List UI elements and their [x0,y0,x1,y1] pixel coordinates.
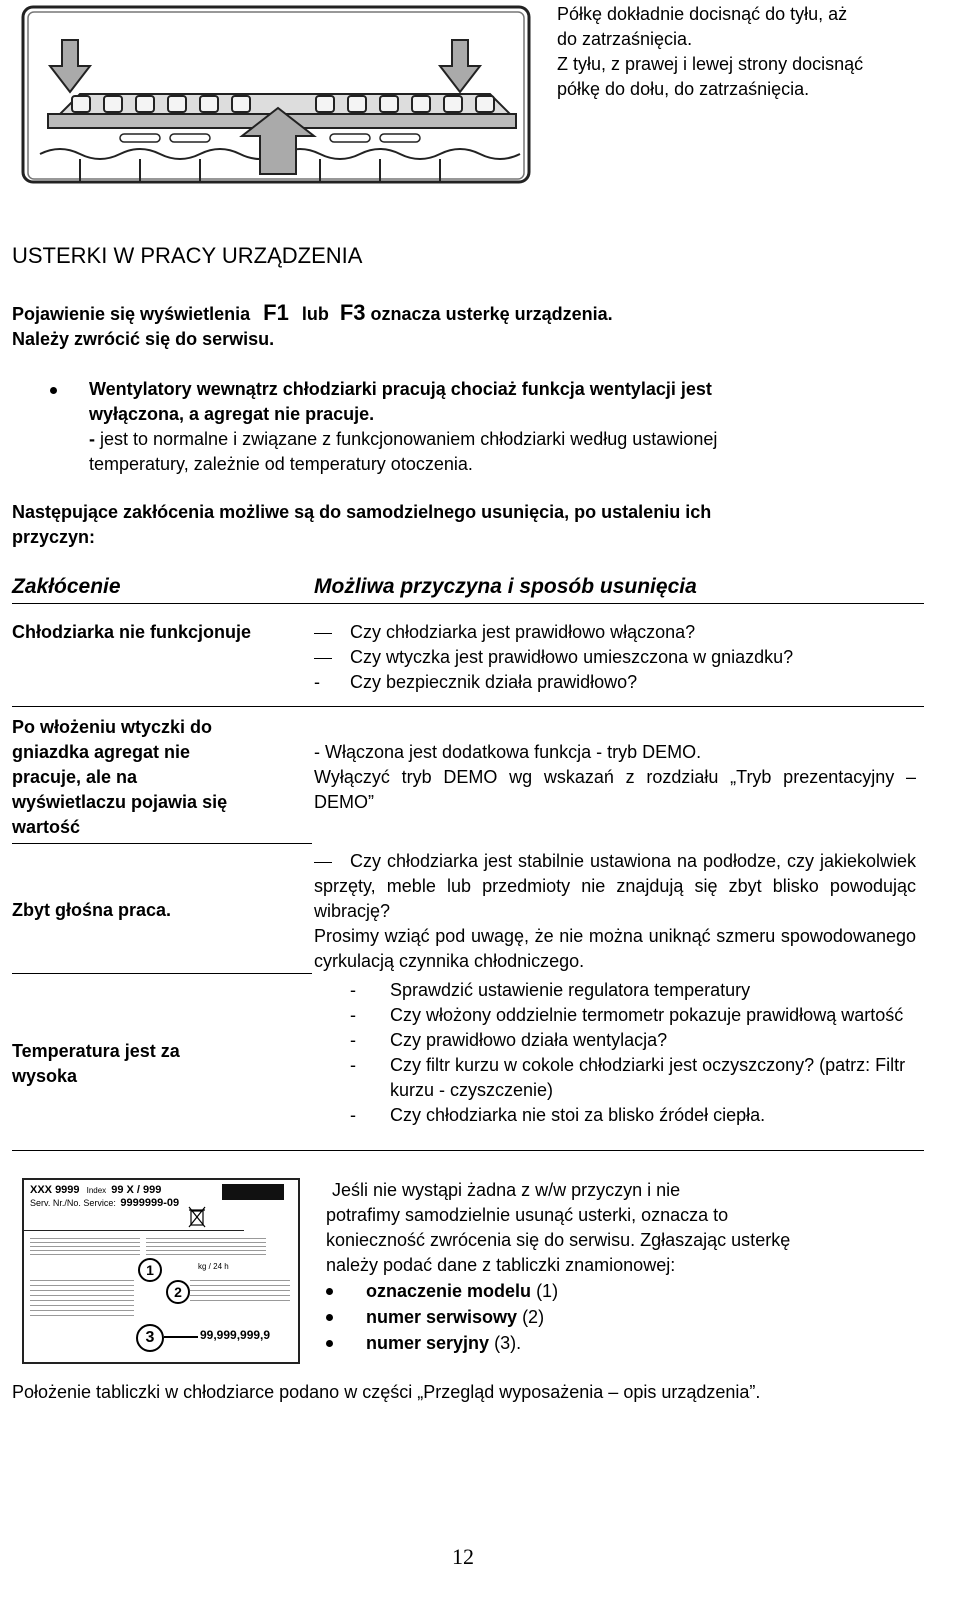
problem-line: gniazdka agregat nie [12,742,191,762]
shelf-illustration [20,4,532,184]
col-header-problem: Zakłócenie [12,575,121,598]
error-code-f1: F1 [263,300,289,325]
table-rule [12,1150,924,1151]
footer-note: Położenie tabliczki w chłodziarce podano w części „Przegląd wyposażenia – opis urządzenia”. [12,1382,761,1402]
plate-data-item: numer serwisowy (2) [326,1304,926,1330]
cause-item: - Czy prawidłowo działa wentylacja? [350,1030,668,1050]
plate-serial: 99,999,999,9 [200,1328,271,1342]
weee-bin-icon [188,1206,206,1228]
section-title: USTERKI W PRACY URZĄDZENIA [12,243,363,268]
cause-item: Czy chłodziarka jest prawidłowo włączona? [314,620,924,645]
cause-item: - Czy filtr kurzu w cokole chłodziarki jest oczyszczony? (patrz: Filtr kurzu - czyszczenie) [350,1055,906,1100]
plate-fine-print [190,1280,290,1304]
fans-title-line: wyłączona, a agregat nie pracuje. [89,404,375,424]
intro-line: przyczyn: [12,527,96,547]
shelf-instruction-line: Z tyłu, z prawej i lewej strony docisnąć [557,54,864,74]
plate-fine-print [30,1238,140,1258]
plate-marker-3: 3 [136,1324,164,1352]
fans-desc-line: - jest to normalne i związane z funkcjonowaniem chłodziarki według ustawionej [89,429,718,449]
intro-line: Następujące zakłócenia możliwe są do samodzielnego usunięcia, po ustaleniu ich [12,502,712,522]
cause-text: Czy chłodziarka jest stabilnie ustawiona na podłodze, czy jakiekolwiek sprzęty, meble lub przedmioty nie znajdują się zbyt blisko powodując wibrację? [314,851,916,921]
problem-cell: Chłodziarka nie funkcjonuje [12,622,252,642]
problem-cell: Zbyt głośna praca. [12,900,172,920]
error-text: oznacza usterkę urządzenia. [370,304,613,324]
dash: - [89,429,95,449]
side-line: potrafimy samodzielnie usunąć usterki, oznacza to [326,1205,729,1225]
cause-item: - Czy bezpiecznik działa prawidłowo? [314,672,638,692]
cause-text: Prosimy wziąć pod uwagę, że nie można uniknąć szmeru spowodowanego cyrkulacją czynnika chłodniczego. [314,926,916,971]
error-code-line [12,300,932,327]
cause-text: - Włączona jest dodatkowa funkcja - tryb DEMO. [314,742,702,762]
table-rule [12,706,924,707]
cause-item: - Czy chłodziarka nie stoi za blisko źródeł ciepła. [350,1105,766,1125]
side-line: należy podać dane z tabliczki znamionowej: [326,1255,676,1275]
shelf-instruction-line: Półkę dokładnie docisnąć do tyłu, aż [557,4,848,24]
page-number: 12 [452,1544,474,1569]
barcode [222,1184,284,1200]
plate-index-small: Index [86,1186,107,1195]
plate-fine-print [30,1280,134,1320]
problem-line: pracuje, ale na [12,767,138,787]
col-header-cause: Możliwa przyczyna i sposób usunięcia [314,575,697,598]
fans-title-line: Wentylatory wewnątrz chłodziarki pracują chociaż funkcja wentylacji jest [89,379,712,399]
side-line: konieczność zwrócenia się do serwisu. Zgłaszając usterkę [326,1230,791,1250]
plate-serv-label: Serv. Nr./No. Service: [30,1198,116,1208]
table-rule [12,843,312,844]
fans-desc-line: temperatury, zależnie od temperatury otoczenia. [89,454,473,474]
plate-marker-2: 2 [166,1280,190,1304]
error-service-line: Należy zwrócić się do serwisu. [12,329,275,349]
problem-line: wysoka [12,1066,78,1086]
rating-plate [22,1178,300,1364]
plate-kg24h: kg / 24 h [198,1262,229,1271]
error-text: Pojawienie się wyświetlenia [12,304,251,324]
plate-serv-value: 9999999-09 [120,1197,180,1209]
plate-divider [24,1230,244,1231]
problem-line: wyświetlaczu pojawia się [12,792,228,812]
plate-arrow-line [164,1336,198,1338]
plate-index-label: XXX 9999 [30,1184,80,1196]
problem-line: Po włożeniu wtyczki do [12,717,213,737]
plate-marker-1: 1 [138,1258,162,1282]
cause-item: - Sprawdzić ustawienie regulatora temperatury [350,980,751,1000]
problem-line: Temperatura jest za [12,1041,180,1061]
error-or: lub [301,304,329,324]
table-rule [12,973,312,974]
plate-index-value: 99 X / 999 [111,1184,162,1196]
problem-line: wartość [12,817,81,837]
side-line: Jeśli nie wystąpi żadna z w/w przyczyn i nie [332,1180,681,1200]
error-code-f3: F3 [339,300,366,325]
bullet [50,387,57,394]
plate-data-item: oznaczenie modelu (1) [326,1278,926,1304]
shelf-instruction-line: do zatrzaśnięcia. [557,29,693,49]
plate-data-item: numer seryjny (3). [326,1330,926,1356]
shelf-instruction-line: półkę do dołu, do zatrzaśnięcia. [557,79,810,99]
table-rule [12,603,924,604]
cause-text: Wyłączyć tryb DEMO wg wskazań z rozdziału „Tryb prezentacyjny – DEMO” [314,767,916,812]
plate-fine-print [146,1238,266,1258]
cause-item: - Czy włożony oddzielnie termometr pokazuje prawidłową wartość [350,1005,904,1025]
cause-item: Czy wtyczka jest prawidłowo umieszczona w gniazdku? [314,645,924,670]
